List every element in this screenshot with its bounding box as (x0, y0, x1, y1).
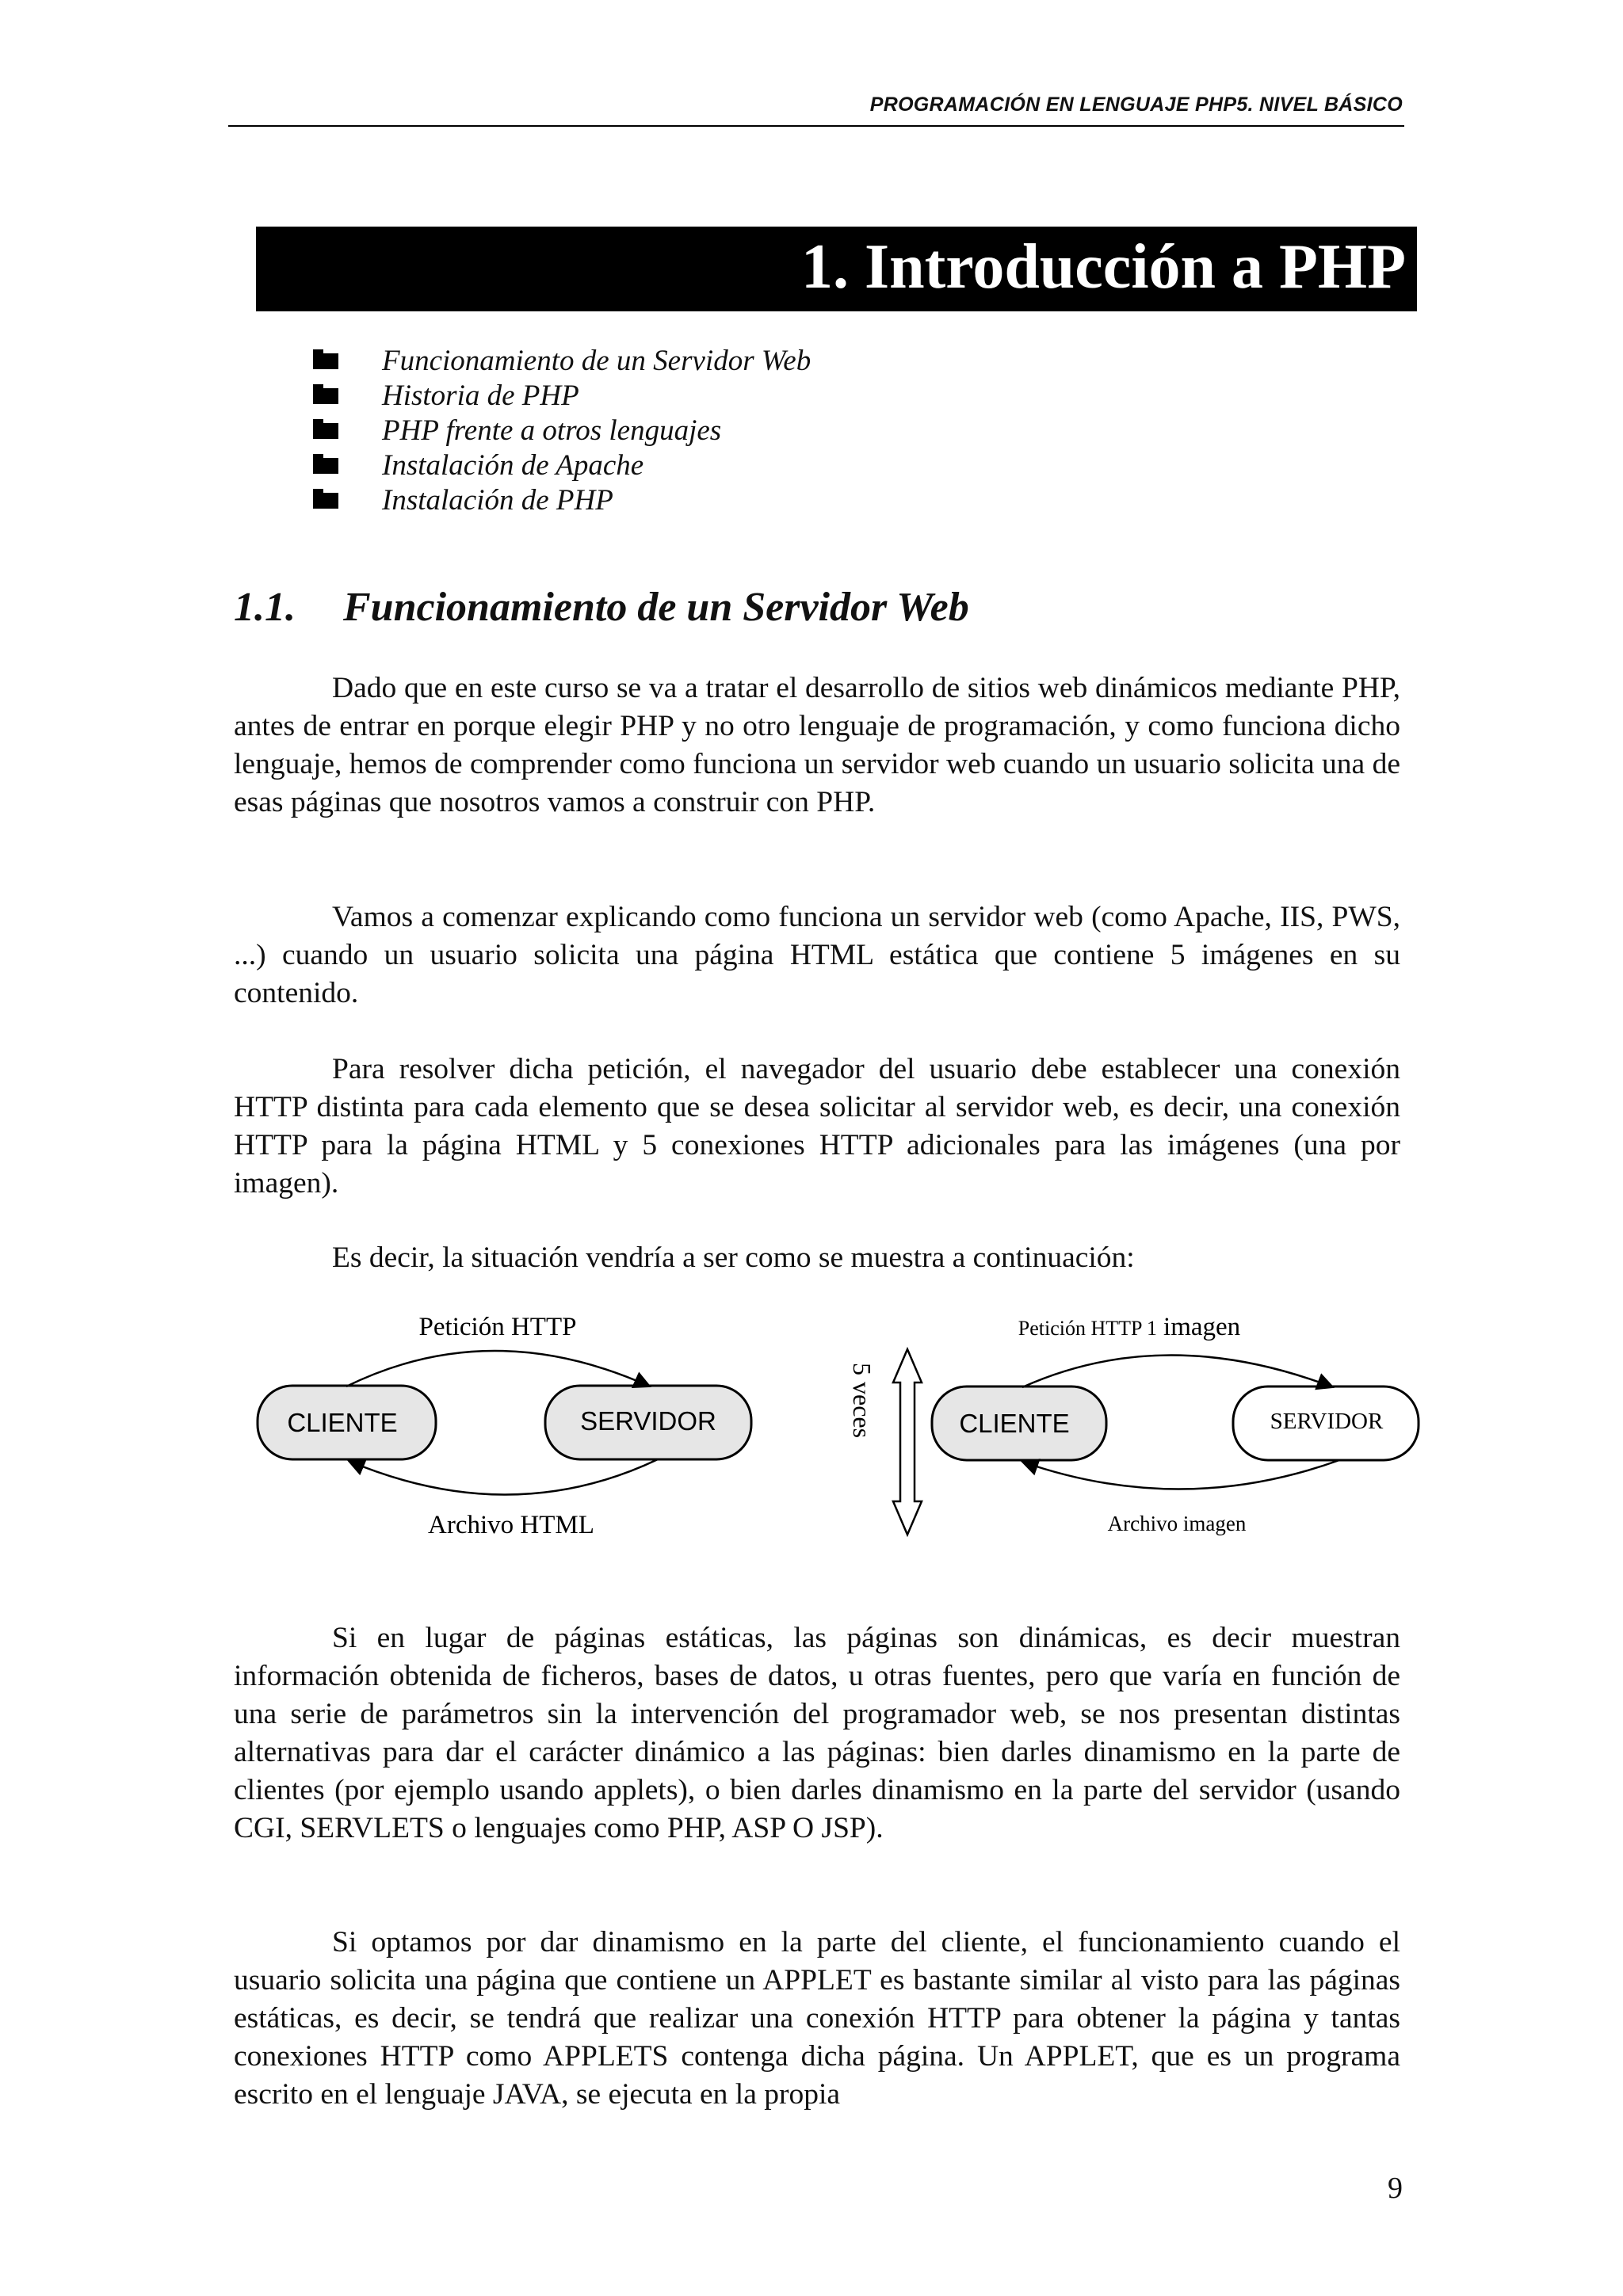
folder-icon (313, 423, 338, 439)
header-rule (228, 125, 1404, 127)
paragraph: Para resolver dicha petición, el navegador del usuario debe establecer una conexión HTTP distinta para cada elemento que se desea solicitar al servidor web, es decir, una conexión HTTP para la página HTML y 5 conexiones HTTP adicionales para las imágenes (una por imagen). (234, 1053, 1400, 1199)
page-number: 9 (1388, 2172, 1403, 2205)
toc-item (313, 414, 811, 448)
response-label: Archivo HTML (428, 1511, 594, 1537)
request-label: Petición HTTP (418, 1313, 577, 1341)
repeat-double-arrow-icon (893, 1349, 922, 1535)
request-label-small: Petición HTTP 1 (1018, 1317, 1158, 1340)
paragraph: Es decir, la situación vendría a ser como se muestra a continuación: (332, 1241, 1135, 1274)
folder-icon (313, 493, 338, 509)
request-label-large: imagen (1163, 1313, 1241, 1341)
toc-item (313, 379, 811, 414)
folder-icon (313, 458, 338, 474)
section-number: 1.1. (234, 585, 296, 630)
request-label (1018, 1313, 1240, 1341)
client-label: CLIENTE (959, 1409, 1070, 1438)
request-arrow (346, 1351, 650, 1386)
paragraph: Dado que en este curso se va a tratar el desarrollo de sitios web dinámicos mediante PHP, antes de entrar en porque elegir PHP y no otro lenguaje de programación, y como funciona dicho lenguaje, hemos de comprender como funciona un servidor web cuando un usuario solicita una de esas páginas que nosotros vamos a construir con PHP. (234, 672, 1400, 818)
response-arrow (349, 1459, 658, 1495)
toc-item-label: Instalación de Apache (382, 449, 644, 482)
section-title: Funcionamiento de un Servidor Web (343, 585, 969, 630)
repeat-label: 5 veces (848, 1363, 876, 1439)
toc-item (313, 448, 811, 483)
folder-icon (313, 388, 338, 404)
request-arrow (1022, 1356, 1333, 1388)
paragraph: Vamos a comenzar explicando como funciona un servidor web (como Apache, IIS, PWS, ...) cuando un usuario solicita una página HTML estática que contiene 5 imágenes en su contenido. (234, 901, 1400, 1009)
toc-item-label: Funcionamiento de un Servidor Web (382, 345, 812, 377)
toc-item (313, 483, 811, 518)
running-header: PROGRAMACIÓN EN LENGUAJE PHP5. NIVEL BÁSICO (869, 93, 1403, 116)
toc-item-label: PHP frente a otros lenguajes (382, 414, 722, 447)
section-heading (234, 584, 969, 631)
chapter-contents-list (313, 344, 811, 518)
paragraph: Si optamos por dar dinamismo en la parte del cliente, el funcionamiento cuando el usuario solicita una página que contiene un APPLET es bastante similar al visto para las páginas estáticas, es decir, se tendrá que realizar una conexión HTTP para obtener la página y tantas conexiones HTTP como APPLETS contenga dicha página. Un APPLET, que es un programa escrito en el lenguaje JAVA, se ejecuta en la propia (234, 1926, 1400, 2111)
server-label: SERVIDOR (1270, 1409, 1384, 1434)
client-label: CLIENTE (287, 1408, 398, 1437)
paragraph: Si en lugar de páginas estáticas, las páginas son dinámicas, es decir muestran información obtenida de ficheros, bases de datos, u otras fuentes, pero que varía en función de una serie de parámetros sin la intervención del programador web, se nos presentan distintas alternativas para dar el carácter dinámico a las páginas: bien darles dinamismo en la parte de clientes (por ejemplo usando applets), o bien darles dinamismo en la parte del servidor (usando CGI, SERVLETS o lenguajes como PHP, ASP O JSP). (234, 1622, 1400, 1844)
response-label: Archivo imagen (1107, 1512, 1247, 1535)
folder-icon (313, 353, 338, 369)
server-label: SERVIDOR (580, 1406, 716, 1436)
chapter-title-bar (256, 227, 1417, 311)
chapter-title: 1. Introducción a PHP (800, 232, 1406, 302)
toc-item (313, 344, 811, 379)
http-connection-diagram (238, 1299, 1426, 1537)
toc-item-label: Historia de PHP (382, 379, 579, 412)
response-arrow (1022, 1460, 1339, 1489)
toc-item-label: Instalación de PHP (382, 484, 613, 517)
